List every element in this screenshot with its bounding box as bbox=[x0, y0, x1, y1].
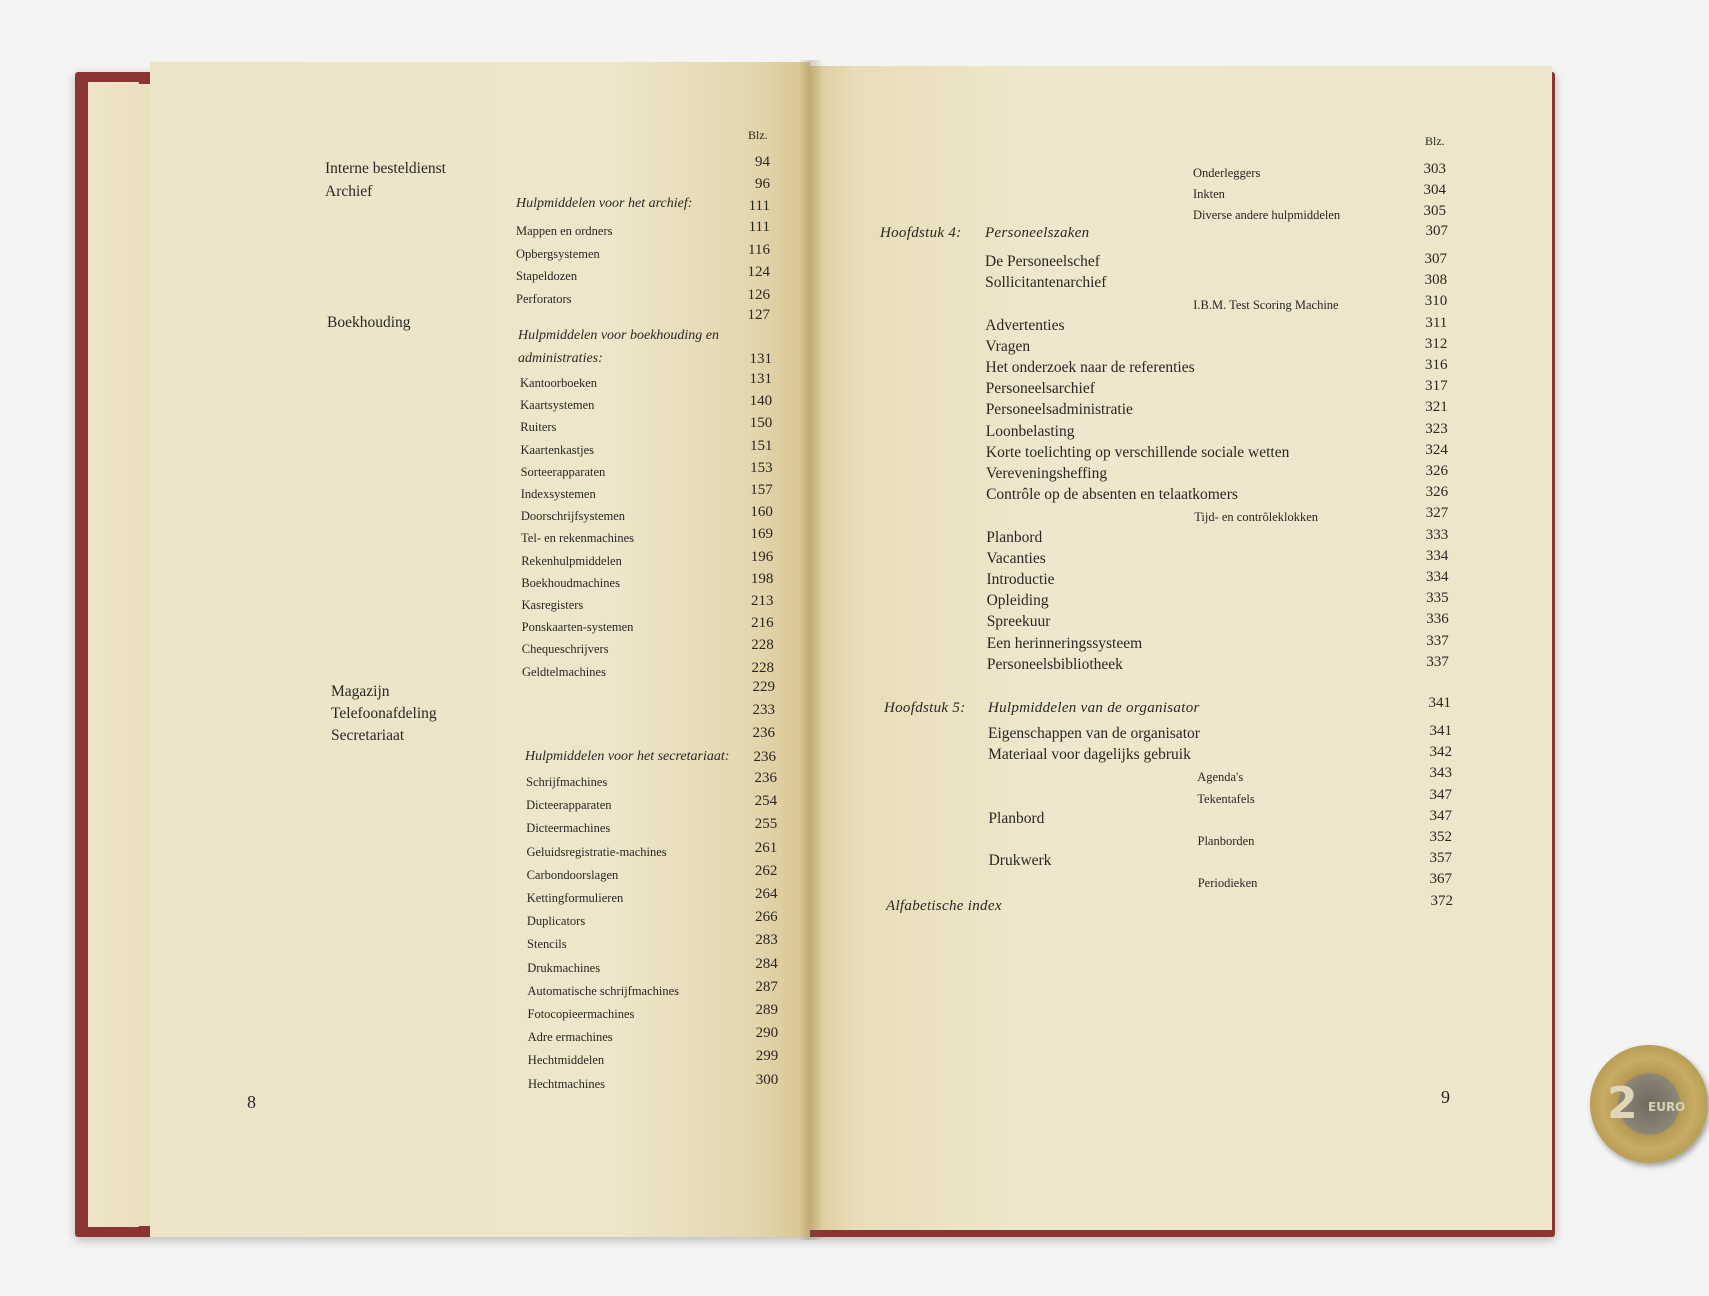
toc-page-number: 287 bbox=[755, 978, 778, 995]
toc-page-number: 284 bbox=[755, 955, 778, 972]
toc-page-number: 196 bbox=[750, 548, 774, 565]
toc-page-number: 337 bbox=[1426, 632, 1449, 649]
toc-page-number: 213 bbox=[751, 593, 774, 609]
toc-entry-label: Sorteerapparaten bbox=[520, 464, 606, 479]
toc-entry-label: Hechtmachines bbox=[527, 1076, 605, 1091]
toc-entry-label: Kasregisters bbox=[521, 598, 584, 612]
toc-subheading: Hulpmiddelen voor het archief: bbox=[516, 196, 693, 211]
toc-page-number: 283 bbox=[755, 932, 778, 949]
toc-page-number: 352 bbox=[1429, 829, 1452, 845]
toc-page-number: 333 bbox=[1425, 526, 1449, 543]
toc-entry-label: Doorschrijfsystemen bbox=[520, 509, 626, 524]
toc-entry-label: Planbord bbox=[988, 809, 1045, 827]
chapter-title: Personeelszaken bbox=[985, 225, 1090, 241]
toc-entry-label: Automatische schrijfmachines bbox=[527, 983, 680, 998]
toc-page-number: 94 bbox=[755, 154, 770, 170]
toc-entry-label: Loonbelasting bbox=[985, 422, 1075, 440]
page-number: 8 bbox=[247, 1092, 256, 1112]
toc-page-number: 307 bbox=[1424, 251, 1447, 267]
toc-entry-label: Perforators bbox=[516, 291, 572, 306]
toc-entry-label: Stencils bbox=[527, 937, 567, 952]
toc-entry-label: Schrijfmachines bbox=[526, 775, 608, 789]
toc-page-number: 347 bbox=[1429, 807, 1452, 824]
toc-entry-label: Carbondoorslagen bbox=[526, 867, 619, 882]
toc-page-number: 116 bbox=[748, 241, 770, 258]
toc-entry-label: Ruiters bbox=[520, 420, 557, 435]
toc-section-label: Secretariaat bbox=[331, 727, 405, 744]
toc-entry-label: Spreekuur bbox=[986, 613, 1051, 631]
toc-page-number: 228 bbox=[751, 637, 774, 654]
toc-entry-label: Personeelsbibliotheek bbox=[986, 655, 1123, 673]
toc-page-number: 335 bbox=[1426, 590, 1449, 607]
toc-page-number: 336 bbox=[1426, 611, 1449, 628]
toc-page-number: 299 bbox=[755, 1048, 779, 1065]
toc-page-number: 140 bbox=[749, 393, 773, 410]
toc-entry-label: Materiaal voor dagelijks gebruik bbox=[988, 746, 1191, 764]
toc-page-number: 198 bbox=[750, 570, 774, 587]
toc-entry-label: Kaartenkastjes bbox=[520, 442, 595, 457]
toc-page-number: 342 bbox=[1429, 744, 1452, 761]
toc-entry-label: De Personeelschef bbox=[985, 253, 1100, 270]
toc-page-number: 126 bbox=[747, 286, 770, 303]
toc-entry-label: Kettingformulieren bbox=[526, 891, 624, 905]
book-gutter bbox=[800, 60, 822, 1240]
toc-entry-label: Geldtelmachines bbox=[521, 664, 606, 679]
toc-page-number: 326 bbox=[1425, 484, 1449, 501]
toc-page-number: 343 bbox=[1429, 765, 1452, 782]
toc-entry-label: Geluidsregistratie-machines bbox=[526, 844, 667, 859]
toc-entry-label: Periodieken bbox=[1197, 876, 1258, 891]
blz-header: Blz. bbox=[1425, 134, 1445, 148]
toc-page-number: 312 bbox=[1424, 335, 1448, 352]
toc-page-number: 124 bbox=[747, 264, 770, 280]
toc-section-label: Magazijn bbox=[331, 683, 390, 700]
toc-page-number: 317 bbox=[1425, 378, 1448, 395]
toc-page-number: 153 bbox=[750, 459, 773, 476]
toc-entry-label: Tekentafels bbox=[1197, 791, 1255, 806]
toc-page-number: 326 bbox=[1425, 463, 1448, 479]
toc-entry-label: Chequeschrijvers bbox=[521, 642, 609, 657]
toc-page-number: 266 bbox=[755, 909, 778, 926]
toc-entry-label: Sollicitantenarchief bbox=[985, 274, 1107, 292]
chapter-prefix: Hoofdstuk 5: bbox=[884, 700, 966, 716]
toc-entry-label: Planborden bbox=[1197, 834, 1255, 848]
toc-page-number: 334 bbox=[1425, 547, 1449, 564]
page-number: 9 bbox=[1441, 1087, 1450, 1107]
toc-page-number: 316 bbox=[1425, 357, 1448, 373]
toc-page-number: 367 bbox=[1429, 871, 1452, 888]
toc-page-number: 303 bbox=[1423, 161, 1446, 177]
toc-entry-label: Advertenties bbox=[985, 316, 1065, 334]
toc-entry-label: Drukmachines bbox=[527, 960, 601, 975]
toc-page-number: 236 bbox=[754, 770, 777, 786]
toc-page-number: 307 bbox=[1425, 223, 1448, 239]
toc-entry-label: Kantoorboeken bbox=[520, 376, 598, 390]
toc-page-number: 341 bbox=[1428, 695, 1451, 711]
toc-entry-label: Introductie bbox=[986, 571, 1055, 588]
toc-section-label: Boekhouding bbox=[327, 314, 411, 331]
toc-page-number: 300 bbox=[755, 1071, 779, 1088]
left-page bbox=[150, 62, 810, 1237]
toc-entry-label: Vereveningsheffing bbox=[986, 465, 1108, 482]
toc-entry-label: Tijd- en contrôleklokken bbox=[1194, 510, 1319, 525]
toc-entry-label: Inkten bbox=[1193, 187, 1225, 201]
chapter-title: Hulpmiddelen van de organisator bbox=[988, 700, 1200, 716]
toc-page-number: 304 bbox=[1423, 182, 1446, 198]
toc-entry-label: Diverse andere hulpmiddelen bbox=[1193, 208, 1341, 222]
toc-page-number: 327 bbox=[1425, 505, 1449, 522]
toc-entry-label: Korte toelichting op verschillende sociale wetten bbox=[985, 443, 1290, 461]
toc-page-number: 308 bbox=[1424, 272, 1448, 289]
toc-page-number: 233 bbox=[752, 702, 775, 718]
toc-page-number: 289 bbox=[755, 1002, 778, 1018]
toc-entry-label: Stapeldozen bbox=[516, 269, 578, 283]
toc-page-number: 254 bbox=[754, 793, 778, 810]
toc-entry-label: Dicteermachines bbox=[526, 821, 611, 836]
toc-page-number: 157 bbox=[750, 482, 773, 498]
toc-entry-label: Drukwerk bbox=[988, 852, 1052, 870]
toc-page-number: 323 bbox=[1425, 420, 1448, 437]
toc-page-number: 262 bbox=[754, 862, 778, 879]
toc-entry-label: Het onderzoek naar de referenties bbox=[985, 359, 1195, 376]
toc-page-number: 261 bbox=[754, 839, 778, 856]
toc-subheading: Hulpmiddelen voor boekhouding en bbox=[518, 328, 720, 343]
toc-page-number: 341 bbox=[1429, 723, 1452, 739]
coin-value: 2 bbox=[1607, 1078, 1638, 1129]
index-label: Alfabetische index bbox=[886, 898, 1002, 914]
toc-page-number: 169 bbox=[750, 526, 774, 543]
toc-entry-label: Tel- en rekenmachines bbox=[521, 531, 635, 546]
toc-entry-label: Personeelsarchief bbox=[985, 380, 1095, 398]
toc-page-number: 127 bbox=[747, 307, 770, 323]
toc-page-number: 255 bbox=[754, 816, 778, 833]
toc-entry-label: Adre ermachines bbox=[527, 1030, 613, 1045]
toc-page-number: 131 bbox=[749, 351, 772, 367]
toc-entry-label: Boekhoudmachines bbox=[521, 575, 620, 590]
toc-entry-label: Agenda's bbox=[1197, 770, 1244, 785]
toc-page-number: 216 bbox=[751, 615, 774, 632]
toc-page-number: 150 bbox=[749, 415, 773, 432]
toc-entry-label: I.B.M. Test Scoring Machine bbox=[1193, 298, 1339, 313]
toc-page-number: 264 bbox=[755, 886, 778, 902]
toc-entry-label: Hechtmiddelen bbox=[527, 1053, 605, 1068]
toc-entry-label: Eigenschappen van de organisator bbox=[988, 725, 1200, 742]
toc-entry-label: Contrôle op de absenten en telaatkomers bbox=[986, 486, 1238, 504]
toc-entry-label: Fotocopieermachines bbox=[527, 1007, 635, 1021]
chapter-prefix: Hoofdstuk 4: bbox=[880, 225, 962, 241]
toc-section-label: Interne besteldienst bbox=[325, 160, 446, 177]
toc-section-label: Archief bbox=[325, 183, 373, 200]
toc-page-number: 372 bbox=[1430, 893, 1453, 909]
toc-page-number: 334 bbox=[1426, 569, 1449, 585]
toc-entry-label: Vacanties bbox=[986, 549, 1046, 567]
toc-page-number: 236 bbox=[752, 725, 775, 741]
toc-entry-label: Vragen bbox=[985, 337, 1031, 355]
toc-page-number: 151 bbox=[749, 437, 773, 454]
toc-entry-label: Ponskaarten-systemen bbox=[521, 620, 634, 635]
toc-entry-label: Mappen en ordners bbox=[516, 224, 613, 238]
toc-entry-label: Dicteerapparaten bbox=[526, 798, 612, 813]
toc-entry-label: Opbergsystemen bbox=[516, 246, 600, 261]
toc-entry-label: Kaartsystemen bbox=[520, 398, 595, 413]
toc-page-number: 290 bbox=[755, 1025, 779, 1042]
toc-entry-label: Onderleggers bbox=[1193, 166, 1261, 180]
toc-page-number: 357 bbox=[1429, 850, 1452, 867]
toc-entry-label: Opleiding bbox=[986, 592, 1049, 610]
toc-entry-label: Indexsystemen bbox=[520, 487, 596, 501]
toc-page-number: 160 bbox=[750, 504, 773, 521]
toc-subheading: Hulpmiddelen voor het secretariaat: bbox=[525, 749, 730, 764]
toc-page-number: 347 bbox=[1429, 786, 1452, 803]
toc-page-number: 337 bbox=[1426, 653, 1449, 670]
toc-subheading: administraties: bbox=[518, 351, 603, 366]
toc-section-label: Telefoonafdeling bbox=[331, 705, 437, 722]
toc-entry-label: Een herinneringssysteem bbox=[986, 634, 1143, 652]
toc-entry-label: Rekenhulpmiddelen bbox=[521, 553, 622, 568]
toc-page-number: 305 bbox=[1423, 203, 1446, 219]
toc-page-number: 310 bbox=[1424, 293, 1448, 310]
toc-entry-label: Duplicators bbox=[526, 914, 586, 929]
toc-page-number: 111 bbox=[748, 219, 770, 235]
toc-page-number: 228 bbox=[751, 659, 774, 676]
toc-page-number: 111 bbox=[748, 198, 770, 214]
coin-text: EURO bbox=[1648, 1100, 1686, 1114]
toc-page-number: 311 bbox=[1425, 314, 1448, 331]
toc-entry-label: Personeelsadministratie bbox=[985, 401, 1133, 419]
toc-page-number: 131 bbox=[749, 371, 772, 387]
toc-page-number: 96 bbox=[755, 176, 770, 192]
blz-header: Blz. bbox=[748, 128, 768, 142]
toc-entry-label: Planbord bbox=[986, 528, 1043, 546]
toc-page-number: 236 bbox=[753, 749, 776, 765]
toc-page-number: 324 bbox=[1425, 441, 1448, 458]
toc-page-number: 321 bbox=[1425, 399, 1448, 416]
toc-page-number: 229 bbox=[752, 679, 775, 695]
